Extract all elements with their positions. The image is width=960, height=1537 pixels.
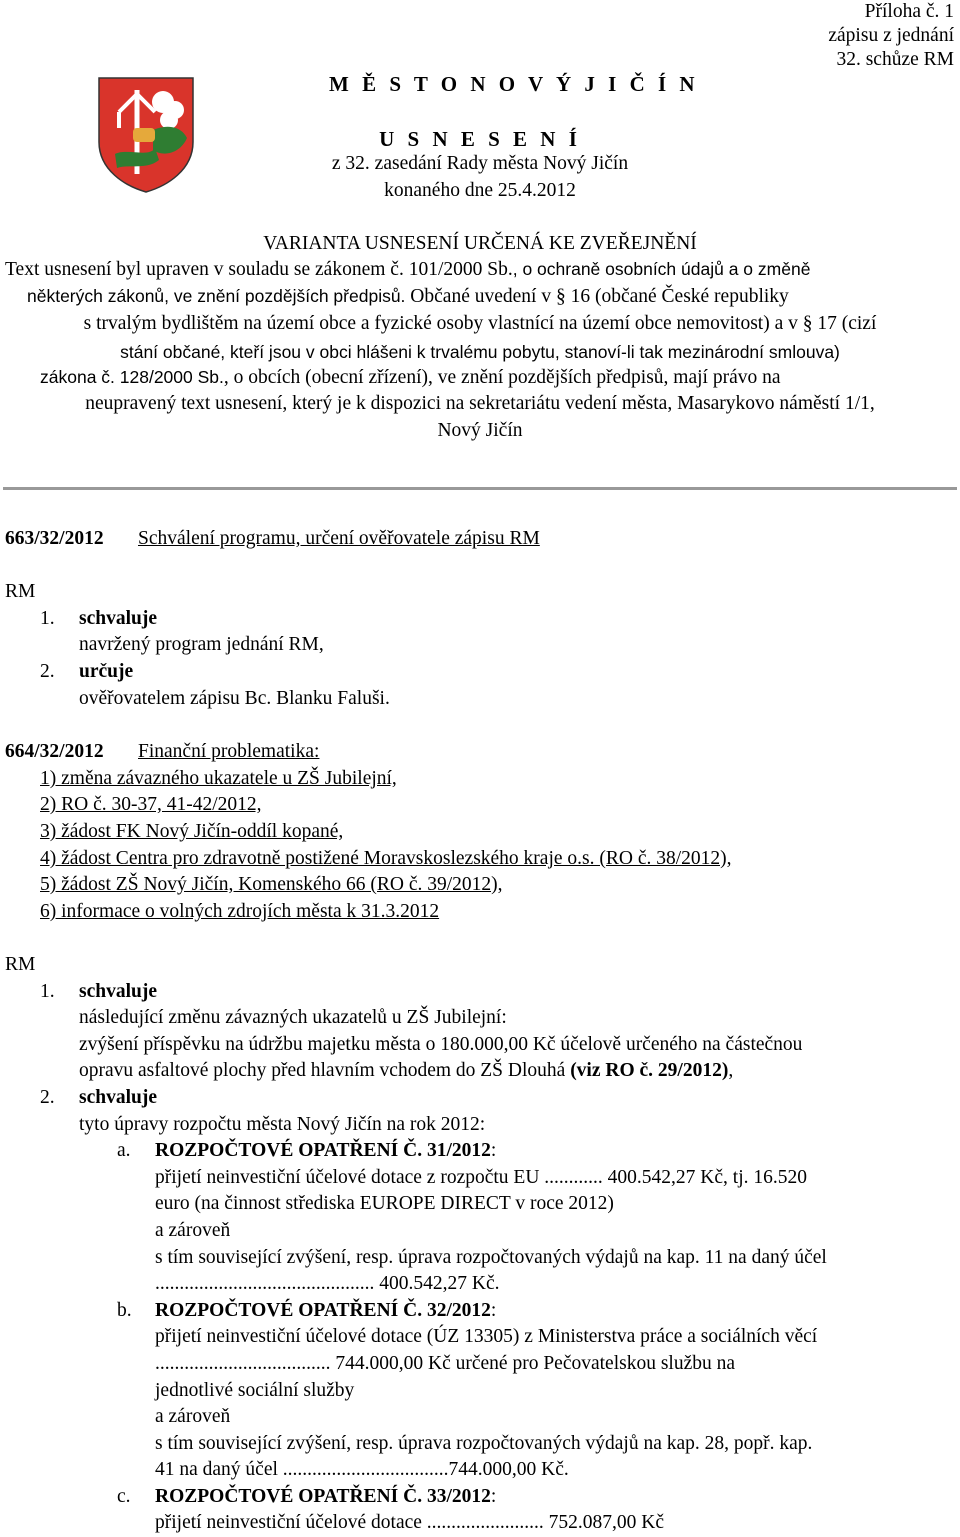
item-number: 1. — [40, 981, 55, 1002]
variant-heading: VARIANTA USNESENÍ URČENÁ KE ZVEŘEJNĚNÍ — [263, 233, 697, 254]
topic-item: 2) RO č. 30-37, 41-42/2012, — [40, 794, 262, 815]
subitem-letter: c. — [117, 1486, 131, 1507]
city-heading: M Ě S T O N O V Ý J I Č Í N — [329, 72, 699, 96]
item-verb: určuje — [79, 661, 134, 682]
annex-line: zápisu z jednání — [828, 25, 954, 46]
section-divider — [3, 487, 957, 490]
notice-line — [40, 367, 781, 389]
resolution-title: Finanční problematika: — [138, 741, 320, 762]
annex-note — [828, 0, 954, 72]
resolution-number: 664/32/2012 — [5, 741, 104, 762]
notice-line: neupravený text usnesení, který je k dispozici na sekretariátu vedení města, Masarykovo náměstí 1/1, — [85, 393, 875, 414]
resolution-title: Schválení programu, určení ověřovatele zápisu RM — [138, 528, 540, 549]
topic-item: 5) žádost ZŠ Nový Jičín, Komenského 66 (RO č. 39/2012), — [40, 874, 503, 895]
notice-line: Nový Jičín — [437, 420, 523, 441]
item-number: 2. — [40, 661, 55, 682]
budget-measure-title: ROZPOČTOVÉ OPATŘENÍ Č. 32/2012 — [155, 1300, 491, 1321]
notice-text: některých zákonů, ve znění pozdějších předpisů. — [27, 286, 406, 306]
budget-measure-title: ROZPOČTOVÉ OPATŘENÍ Č. 33/2012 — [155, 1486, 491, 1507]
resolution-heading: U S N E S E N Í — [379, 127, 581, 151]
notice-text: , o ochraně osobních údajů a o změně — [512, 259, 811, 279]
annex-line: Příloha č. 1 — [864, 1, 954, 22]
reference-text: (viz RO č. 29/2012) — [570, 1060, 729, 1081]
budget-measure-title: ROZPOČTOVÉ OPATŘENÍ Č. 31/2012 — [155, 1140, 491, 1161]
item-text: následující změnu závazných ukazatelů u ZŠ Jubilejní: — [79, 1007, 507, 1028]
subitem-letter: b. — [117, 1300, 132, 1321]
subitem-text: přijetí neinvestiční účelové dotace z rozpočtu EU ............ 400.542,27 Kč, tj. 16.520 — [155, 1167, 808, 1188]
notice-text: Občané uvedení v § 16 (občané České republiky — [410, 286, 789, 307]
resolution-number: 663/32/2012 — [5, 528, 104, 549]
subitem-text: přijetí neinvestiční účelové dotace (ÚZ 13305) z Ministerstva práce a sociálních věcí — [155, 1326, 818, 1347]
notice-line — [0, 313, 960, 335]
item-text: navržený program jednání RM, — [79, 634, 324, 655]
notice-line — [5, 259, 810, 281]
item-text: zvýšení příspěvku na údržbu majetku města o 180.000,00 Kč účelově určeného na částečnou — [79, 1034, 803, 1055]
topic-item: 1) změna závazného ukazatele u ZŠ Jubilejní, — [40, 768, 397, 789]
item-text-part: opravu asfaltové plochy před hlavním vchodem do ZŠ Dlouhá — [79, 1060, 571, 1081]
budget-measure-heading: ROZPOČTOVÉ OPATŘENÍ Č. 32/2012: — [155, 1300, 497, 1321]
notice-line — [27, 286, 789, 308]
budget-measure-heading: ROZPOČTOVÉ OPATŘENÍ Č. 33/2012: — [155, 1486, 497, 1507]
topic-item: 4) žádost Centra pro zdravotně postižené Moravskoslezského kraje o.s. (RO č. 38/2012), — [40, 848, 732, 869]
item-verb: schvaluje — [79, 1087, 157, 1108]
notice-text: Text usnesení byl upraven v souladu se zákonem č. 101/2000 Sb. — [5, 259, 513, 280]
subitem-text: ............................................. 400.542,27 Kč. — [155, 1273, 500, 1294]
subitem-text: přijetí neinvestiční účelové dotace ........................ 752.087,00 Kč — [155, 1512, 665, 1533]
topic-item: 3) žádost FK Nový Jičín-oddíl kopané, — [40, 821, 344, 842]
notice-text: zákona č. 128/2000 Sb. — [40, 367, 224, 387]
annex-line: 32. schůze RM — [836, 49, 954, 70]
budget-measure-heading: ROZPOČTOVÉ OPATŘENÍ Č. 31/2012: — [155, 1140, 497, 1161]
council-label: RM — [5, 954, 36, 975]
item-verb: schvaluje — [79, 981, 157, 1002]
subitem-text: jednotlivé sociální služby — [155, 1380, 355, 1401]
subitem-letter: a. — [117, 1140, 131, 1161]
subitem-text: a zároveň — [155, 1406, 231, 1427]
subitem-text: s tím související zvýšení, resp. úprava rozpočtovaných výdajů na kap. 11 na daný účel — [155, 1247, 827, 1268]
notice-text: s trvalým bydlištěm na území obce a fyzické osoby vlastnící na území obce nemovitost) a v § 17 (cizí — [83, 313, 877, 334]
item-text — [79, 1060, 733, 1082]
council-label: RM — [5, 581, 36, 602]
item-text: tyto úpravy rozpočtu města Nový Jičín na rok 2012: — [79, 1114, 486, 1135]
notice-line: stání občané, kteří jsou v obci hlášeni k trvalému pobytu, stanoví-li tak mezinárodní smlouva) — [120, 342, 840, 362]
item-number: 2. — [40, 1087, 55, 1108]
notice-text: , o obcích (obecní zřízení), ve znění pozdějších předpisů, mají právo na — [223, 367, 781, 388]
topic-item: 6) informace o volných zdrojích města k 31.3.2012 — [40, 901, 440, 922]
meeting-line: z 32. zasedání Rady města Nový Jičín — [331, 153, 629, 174]
subitem-text: euro (na činnost střediska EUROPE DIRECT v roce 2012) — [155, 1193, 614, 1214]
item-text: ověřovatelem zápisu Bc. Blanku Faluši. — [79, 688, 390, 709]
subitem-text: 41 na daný účel ..................................744.000,00 Kč. — [155, 1459, 569, 1480]
subitem-text: a zároveň — [155, 1220, 231, 1241]
subitem-text: s tím související zvýšení, resp. úprava rozpočtovaných výdajů na kap. 28, popř. kap. — [155, 1433, 813, 1454]
meeting-date-line: konaného dne 25.4.2012 — [384, 180, 576, 201]
item-verb: schvaluje — [79, 608, 157, 629]
subitem-text: .................................... 744.000,00 Kč určené pro Pečovatelskou službu na — [155, 1353, 736, 1374]
item-text-part: , — [728, 1060, 734, 1081]
item-number: 1. — [40, 608, 55, 629]
